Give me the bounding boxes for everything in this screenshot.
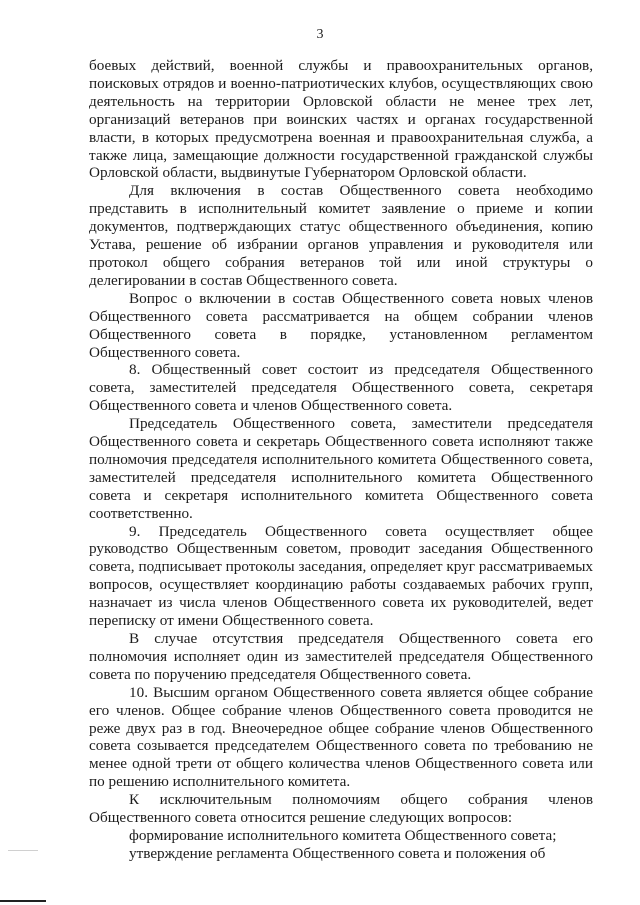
- paragraph-continuation: боевых действий, военной службы и правоохранительных органов, поисковых отрядов и военно-патриотических клубов, осуществляющих свою деятельность на территории Орловской области не менее трех лет, организаций ветеранов при воинских частях и органах государственной власти, в которых предусмотрена военная и правоохранительная служба, а также лица, замещающие должности государственной гражданской службы Орловской области, выдвинутые Губернатором Орловской области.: [89, 57, 593, 182]
- footer-rule: [0, 900, 46, 902]
- scan-artifact: [8, 850, 38, 851]
- list-item-regulations: утверждение регламента Общественного совета и положения об: [129, 844, 546, 862]
- list-item-executive-committee: формирование исполнительного комитета Общественного совета;: [129, 826, 557, 844]
- paragraph-inclusion-procedure: Вопрос о включении в состав Общественного совета новых членов Общественного совета рассматривается на общем собрании членов Общественного совета в порядке, установленном регламентом Общественного совета.: [89, 289, 593, 361]
- paragraph-inclusion-documents: Для включения в состав Общественного совета необходимо представить в исполнительный комитет заявление о приеме и копии документов, подтверждающих статус общественного объединения, копию Устава, решение об избрании органов управления и руководителя или протокол общего собрания ветеранов той или иной структуры о делегировании в состав Общественного совета.: [89, 182, 593, 289]
- page-number: 3: [316, 27, 324, 42]
- paragraph-chairman-powers: Председатель Общественного совета, заместители председателя Общественного совета и секретарь Общественного совета исполняют также полномочия председателя исполнительного комитета Общественного совета, заместителей председателя исполнительного комитета Общественного совета и секретаря исполнительного комитета Общественного совета соответственно.: [89, 415, 593, 522]
- paragraph-clause-10: 10. Высшим органом Общественного совета является общее собрание его членов. Общее собрание членов Общественного совета проводится не реже двух раз в год. Внеочередное общее собрание членов Общественного совета созывается председателем Общественного совета по требованию не менее одной трети от общего количества членов Общественного совета или по решению исполнительного комитета.: [89, 683, 593, 791]
- document-body: [89, 57, 593, 863]
- paragraph-clause-8: 8. Общественный совет состоит из председателя Общественного совета, заместителей председателя Общественного совета, секретаря Общественного совета и членов Общественного совета.: [89, 361, 593, 415]
- paragraph-chairman-absence: В случае отсутствия председателя Общественного совета его полномочия исполняет один из заместителей председателя Общественного совета по поручению председателя Общественного совета.: [89, 630, 593, 683]
- paragraph-exclusive-powers: К исключительным полномочиям общего собрания членов Общественного совета относится решение следующих вопросов:: [89, 791, 593, 827]
- paragraph-clause-9: 9. Председатель Общественного совета осуществляет общее руководство Общественным советом, проводит заседания Общественного совета, подписывает протоколы заседания, определяет круг рассматриваемых вопросов, осуществляет координацию работы создаваемых рабочих групп, назначает из числа членов Общественного совета их руководителей, ведет переписку от имени Общественного совета.: [89, 522, 593, 630]
